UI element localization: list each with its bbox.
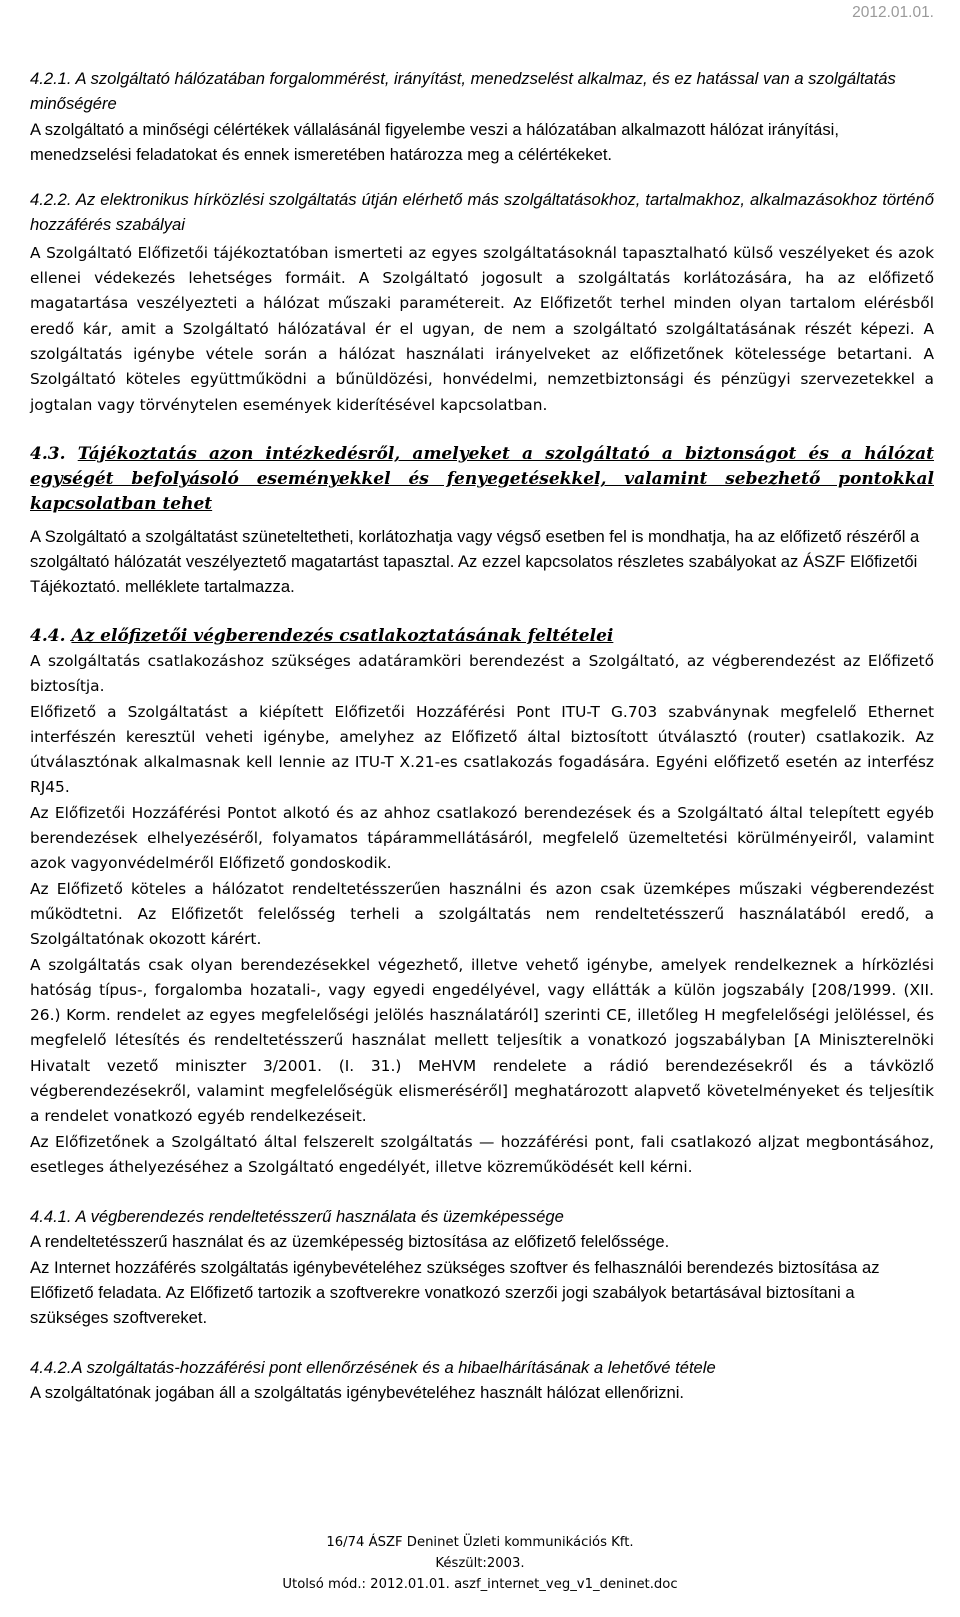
section-4-2-2 xyxy=(30,187,934,418)
section-4-4-2-title: 4.4.2.A szolgáltatás-hozzáférési pont ellenőrzésének és a hibaelhárításának a lehetővé tétele xyxy=(30,1357,716,1377)
section-4-4-2 xyxy=(30,1355,934,1406)
section-4-4-para-5: A szolgáltatás csak olyan berendezésekkel végezhető, illetve vehető igénybe, amelyek rendelkeznek a hírközlési hatóság típus-, forgalomba hozatali-, vagy egyedi engedélyével, vagy ellátták a külön jogszabály [208/1999. (XII. 26.) Korm. rendelet az egyes megfelelőségi jelölés használatáról] szerinti CE, illetőleg H megfelelőségi jelöléssel, és megfelelő létesítés és rendeltetésszerű használat mellett teljesítik a vonatkozó jogszabályban [A Miniszterelnöki Hivatalt vezető miniszter 3/2001. (I. 31.) MeHVM rendelete a rádió berendezésekről és a távközlő végberendezésekről, valamint megfelelőségük elismeréséről] meghatározott alapvető követelményeket és teljesítik a rendelet vonatkozó egyéb rendelkezéseit. xyxy=(30,955,934,1126)
footer-line-created: Készült:2003. xyxy=(435,1556,525,1571)
section-4-3-number: 4.3. xyxy=(30,443,66,464)
section-4-3-body: A Szolgáltató a szolgáltatást szüneteltetheti, korlátozhatja vagy végső esetben fel is mondhatja, ha az előfizető részéről a szolgáltató hálózatát veszélyeztető magatartást tapasztal. Az ezzel kapcsolatos részletes szabályokat az ÁSZF Előfizetői Tájékoztató. melléklete tartalmazza. xyxy=(30,526,920,597)
section-4-4-number: 4.4. xyxy=(30,625,66,646)
document-date: 2012.01.01. xyxy=(852,4,934,21)
section-4-3-title: Tájékoztatás azon intézkedésről, amelyeket a szolgáltató a biztonságot és a hálózat egységét befolyásoló eseményekkel és fenyegetésekkel, valamint sebezhető pontokkal kapcsolatban tehet xyxy=(30,443,935,515)
section-4-4-para-1: A szolgáltatás csatlakozáshoz szükséges adatáramköri berendezést a Szolgáltató, az végberendezést az Előfizető biztosítja. xyxy=(30,651,934,696)
section-4-4-heading xyxy=(30,624,934,649)
section-4-4-para-4: Az Előfizető köteles a hálózatot rendeltetésszerűen használni és azon csak üzemképes műszaki végberendezést működtetni. Az Előfizetőt felelősség terheli a szolgáltatás nem rendeltetésszerű használatából eredő, a Szolgáltatónak okozott kárért. xyxy=(30,879,934,949)
section-4-4 xyxy=(30,624,934,1181)
section-4-4-title: Az előfizetői végberendezés csatlakoztatásának feltételei xyxy=(71,625,614,646)
section-4-4-para-6: Az Előfizetőnek a Szolgáltató által felszerelt szolgáltatás — hozzáférési pont, fali csatlakozó aljzat megbontásához, esetleges áthelyezéséhez a Szolgáltató engedélyét, illetve közreműködését kell kérni. xyxy=(30,1132,934,1176)
section-4-2-2-title: 4.2.2. Az elektronikus hírközlési szolgáltatás útján elérhető más szolgáltatásokhoz, tartalmakhoz, alkalmazásokhoz történő hozzáférés szabályai xyxy=(30,190,934,235)
section-4-4-1-para-1: A rendeltetésszerű használat és az üzemképesség biztosítása az előfizető felelőssége. xyxy=(30,1232,670,1252)
section-4-4-2-para-1: A szolgáltatónak jogában áll a szolgáltatás igénybevételéhez használt hálózat ellenőrizni. xyxy=(30,1382,685,1402)
section-4-3-heading xyxy=(30,442,934,518)
page-footer xyxy=(0,1532,960,1595)
footer-line-modified: Utolsó mód.: 2012.01.01. aszf_internet_veg_v1_deninet.doc xyxy=(282,1577,678,1592)
section-4-2-1-body: A szolgáltató a minőségi célértékek vállalásánál figyelembe veszi a hálózatában alkalmazott hálózat irányítási, menedzselési feladatokat és ennek ismeretében határozza meg a célértékeket. xyxy=(30,119,839,164)
section-4-4-para-2: Előfizető a Szolgáltatást a kiépített Előfizetői Hozzáférési Pont ITU-T G.703 szabványnak megfelelő Ethernet interfészén keresztül veheti igénybe, amelyhez az Előfizető által biztosított útválasztó (router) csatlakozik. Az útválasztónak alkalmasnak kell lennie az ITU-T X.21-es csatlakozás fogadására. Egyéni előfizető esetén az interfész RJ45. xyxy=(30,702,934,797)
section-4-2-1 xyxy=(30,66,934,167)
section-4-4-para-3: Az Előfizetői Hozzáférési Pontot alkotó és az ahhoz csatlakozó berendezések és a Szolgáltató által telepített egyéb berendezések elhelyezéséről, folyamatos tápárammellátásáról, megfelelő üzemeltetési körülményeiről, valamint azok vagyonvédelméről Előfizető gondoskodik. xyxy=(30,803,934,873)
section-4-2-1-title: 4.2.1. A szolgáltató hálózatában forgalommérést, irányítást, menedzselést alkalmaz, és ez hatással van a szolgáltatás minőségére xyxy=(30,69,896,114)
document-body xyxy=(30,66,934,1405)
section-4-4-1 xyxy=(30,1204,934,1330)
section-4-2-2-body: A Szolgáltató Előfizetői tájékoztatóban ismerteti az egyes szolgáltatásoknál tapasztalható külső veszélyeket és azok ellenei védekezés lehetséges formáit. A Szolgáltató jogosult a szolgáltatás korlátozására, ha az előfizető magatartása veszélyezteti a hálózat műszaki paramétereit. Az Előfizetőt terhel minden olyan tartalom elérésből eredő kár, amit a Szolgáltató hálózatával ér el ugyan, de nem a szolgáltató szolgáltatásának részét képezi. A szolgáltatás igénybe vétele során a hálózat használati irányelveket az előfizetőnek kötelessége betartani. A Szolgáltató köteles együttműködni a bűnüldözési, honvédelmi, nemzetbiztonsági és pénzügyi szervezetekkel a jogtalan vagy törvénytelen események kiderítésével kapcsolatban. xyxy=(30,243,934,414)
section-4-3 xyxy=(30,442,934,600)
footer-line-page: 16/74 ÁSZF Deninet Üzleti kommunikációs Kft. xyxy=(326,1535,634,1550)
section-4-4-1-para-2: Az Internet hozzáférés szolgáltatás igénybevételéhez szükséges szoftver és felhasználói berendezés biztosítása az Előfizető feladata. Az Előfizető tartozik a szoftverekre vonatkozó szerzői jogi szabályok betartásával biztosítani a szükséges szoftvereket. xyxy=(30,1257,880,1328)
section-4-4-1-title: 4.4.1. A végberendezés rendeltetésszerű használata és üzemképessége xyxy=(30,1207,564,1227)
